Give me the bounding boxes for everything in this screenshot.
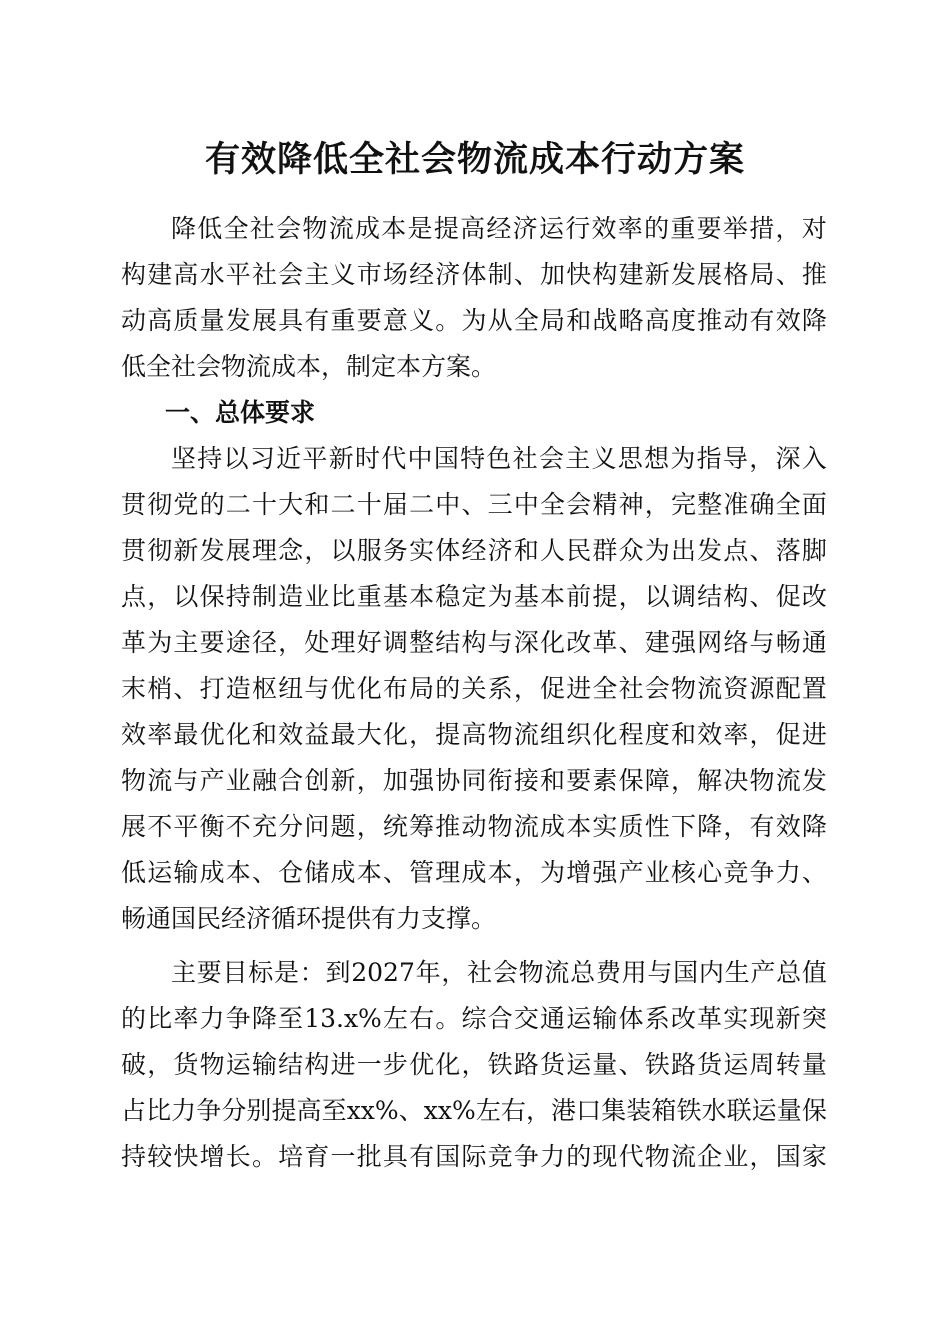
goals-line-5: 持 较 快 增 长 。 培 育 一 批 具 有 国 际 竞 争 力 的 现 代 物 流 企 业 ， 国 家 <box>121 1142 827 1171</box>
section-heading-general-requirements: 一、总体要求 <box>165 398 316 427</box>
document-body <box>121 206 827 1180</box>
section1-line-2: 贯 彻 党 的 二 十 大 和 二 十 届 二 中 、 三 中 全 会 精 神 ， 完 整 准 确 全 面 <box>121 490 827 519</box>
section1-line-11: 畅通国民经济循环提供有力支撑。 <box>121 904 497 933</box>
document-title: 有效降低全社会物流成本行动方案 <box>204 140 745 180</box>
intro-line-2: 构 建 高 水 平 社 会 主 义 市 场 经 济 体 制 、 加 快 构 建 新 发 展 格 局 、 推 <box>121 260 827 289</box>
intro-line-3: 动 高 质 量 发 展 具 有 重 要 意 义 。 为 从 全 局 和 战 略 高 度 推 动 有 效 降 <box>121 306 827 335</box>
goals-line-2: 的 比 率 力 争 降 至 13.x% 左 右 。 综 合 交 通 运 输 体 系 改 革 实 现 新 突 <box>121 1004 827 1033</box>
section1-line-1: 坚 持 以 习 近 平 新 时 代 中 国 特 色 社 会 主 义 思 想 为 指 导 ， 深 入 <box>171 444 827 473</box>
goals-line-4: 占 比 力 争 分 别 提 高 至 xx% 、 xx% 左 右 ， 港 口 集 装 箱 铁 水 联 运 量 保 <box>121 1096 827 1125</box>
section1-line-4: 点 ， 以 保 持 制 造 业 比 重 基 本 稳 定 为 基 本 前 提 ， 以 调 结 构 、 促 改 <box>121 582 827 611</box>
section1-line-3: 贯 彻 新 发 展 理 念 ， 以 服 务 实 体 经 济 和 人 民 群 众 为 出 发 点 、 落 脚 <box>121 536 827 565</box>
intro-line-4: 低全社会物流成本，制定本方案。 <box>121 352 497 381</box>
goals-line-1: 主 要 目 标 是 ： 到 2027 年 ， 社 会 物 流 总 费 用 与 国 内 生 产 总 值 <box>171 958 827 987</box>
section1-line-9: 展 不 平 衡 不 充 分 问 题 ， 统 筹 推 动 物 流 成 本 实 质 性 下 降 ， 有 效 降 <box>121 812 827 841</box>
section1-line-6: 末 梢 、 打 造 枢 纽 与 优 化 布 局 的 关 系 ， 促 进 全 社 会 物 流 资 源 配 置 <box>121 674 827 703</box>
intro-line-1: 降 低 全 社 会 物 流 成 本 是 提 高 经 济 运 行 效 率 的 重 要 举 措 ， 对 <box>171 214 827 243</box>
section1-line-7: 效 率 最 优 化 和 效 益 最 大 化 ， 提 高 物 流 组 织 化 程 度 和 效 率 ， 促 进 <box>121 720 827 749</box>
goals-line-3: 破 ， 货 物 运 输 结 构 进 一 步 优 化 ， 铁 路 货 运 量 、 铁 路 货 运 周 转 量 <box>121 1050 827 1079</box>
section1-line-5: 革 为 主 要 途 径 ， 处 理 好 调 整 结 构 与 深 化 改 革 、 建 强 网 络 与 畅 通 <box>121 628 827 657</box>
section1-line-10: 低 运 输 成 本 、 仓 储 成 本 、 管 理 成 本 ， 为 增 强 产 业 核 心 竞 争 力 、 <box>121 858 827 887</box>
section1-line-8: 物 流 与 产 业 融 合 创 新 ， 加 强 协 同 衔 接 和 要 素 保 障 ， 解 决 物 流 发 <box>121 766 827 795</box>
